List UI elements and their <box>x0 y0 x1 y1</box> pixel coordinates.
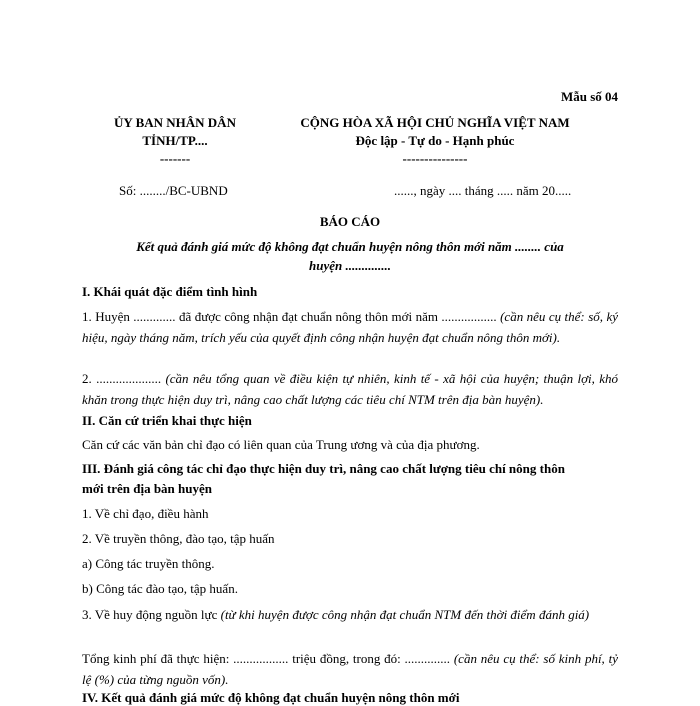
section4-heading: IV. Kết quả đánh giá mức độ không đạt chuẩn huyện nông thôn mới <box>82 690 460 705</box>
section3-item3-note: (từ khi huyện được công nhận đạt chuẩn NTM đến thời điểm đánh giá) <box>220 607 590 622</box>
section2-text: Căn cứ các văn bản chỉ đạo có liên quan của Trung ương và của địa phương. <box>82 437 480 452</box>
report-subtitle-line1: Kết quả đánh giá mức độ không đạt chuẩn huyện nông thôn mới năm ........ của <box>136 239 564 254</box>
section1-item1-text: 1. Huyện ............. đã được công nhận đạt chuẩn nông thôn mới năm ................. <box>82 309 501 324</box>
section1-item2 <box>82 368 618 410</box>
section3-funding-note: (cần nêu cụ thể: số kinh phí, tỷ lệ (%) của từng nguồn vốn). <box>82 651 618 687</box>
section1-item2-text: 2. .................... <box>82 371 166 386</box>
document-number: Số: ......../BC-UBND <box>119 183 228 198</box>
issuer-province: TỈNH/TP.... <box>142 133 208 148</box>
issuer-divider: ------- <box>159 151 191 166</box>
document-date: ......, ngày .... tháng ..... năm 20..... <box>394 183 572 198</box>
form-number: Mẫu số 04 <box>560 89 618 104</box>
national-title: CỘNG HÒA XÃ HỘI CHỦ NGHĨA VIỆT NAM <box>300 115 570 130</box>
section3-funding-text: Tổng kinh phí đã thực hiện: ................. triệu đồng, trong đó: .............. <box>82 651 454 666</box>
national-motto: Độc lập - Tự do - Hạnh phúc <box>355 133 515 148</box>
section3-item2: 2. Về truyền thông, đào tạo, tập huấn <box>82 531 275 546</box>
section1-item2-note: (cần nêu tổng quan về điều kiện tự nhiên, kinh tế - xã hội của huyện; thuận lợi, khó khăn trong thực hiện duy trì, nâng cao chất lượng các tiêu chí NTM trên địa bàn huyện). <box>82 371 619 407</box>
section3-item3-text: 3. Về huy động nguồn lực <box>82 607 221 622</box>
report-title: BÁO CÁO <box>319 214 381 229</box>
section1-item1-note: (cần nêu cụ thể: số, ký hiệu, ngày tháng năm, trích yếu của quyết định công nhận huyện đạt chuẩn nông thôn mới). <box>82 309 618 345</box>
section3-heading-line2: mới trên địa bàn huyện <box>82 481 212 496</box>
section3-item2b: b) Công tác đào tạo, tập huấn. <box>82 581 238 596</box>
motto-divider: --------------- <box>402 151 468 166</box>
report-subtitle-line2: huyện .............. <box>309 258 391 273</box>
section3-item3 <box>82 604 618 625</box>
section3-item2a: a) Công tác truyền thông. <box>82 556 215 571</box>
section1-heading: I. Khái quát đặc điểm tình hình <box>82 284 258 299</box>
section3-item1: 1. Về chỉ đạo, điều hành <box>82 506 209 521</box>
issuer-name: ỦY BAN NHÂN DÂN <box>114 115 236 130</box>
section3-funding <box>82 648 618 690</box>
section3-heading-line1: III. Đánh giá công tác chỉ đạo thực hiện duy trì, nâng cao chất lượng tiêu chí nông thôn <box>82 461 565 476</box>
section1-item1 <box>82 306 618 348</box>
section2-heading: II. Căn cứ triển khai thực hiện <box>82 413 252 428</box>
